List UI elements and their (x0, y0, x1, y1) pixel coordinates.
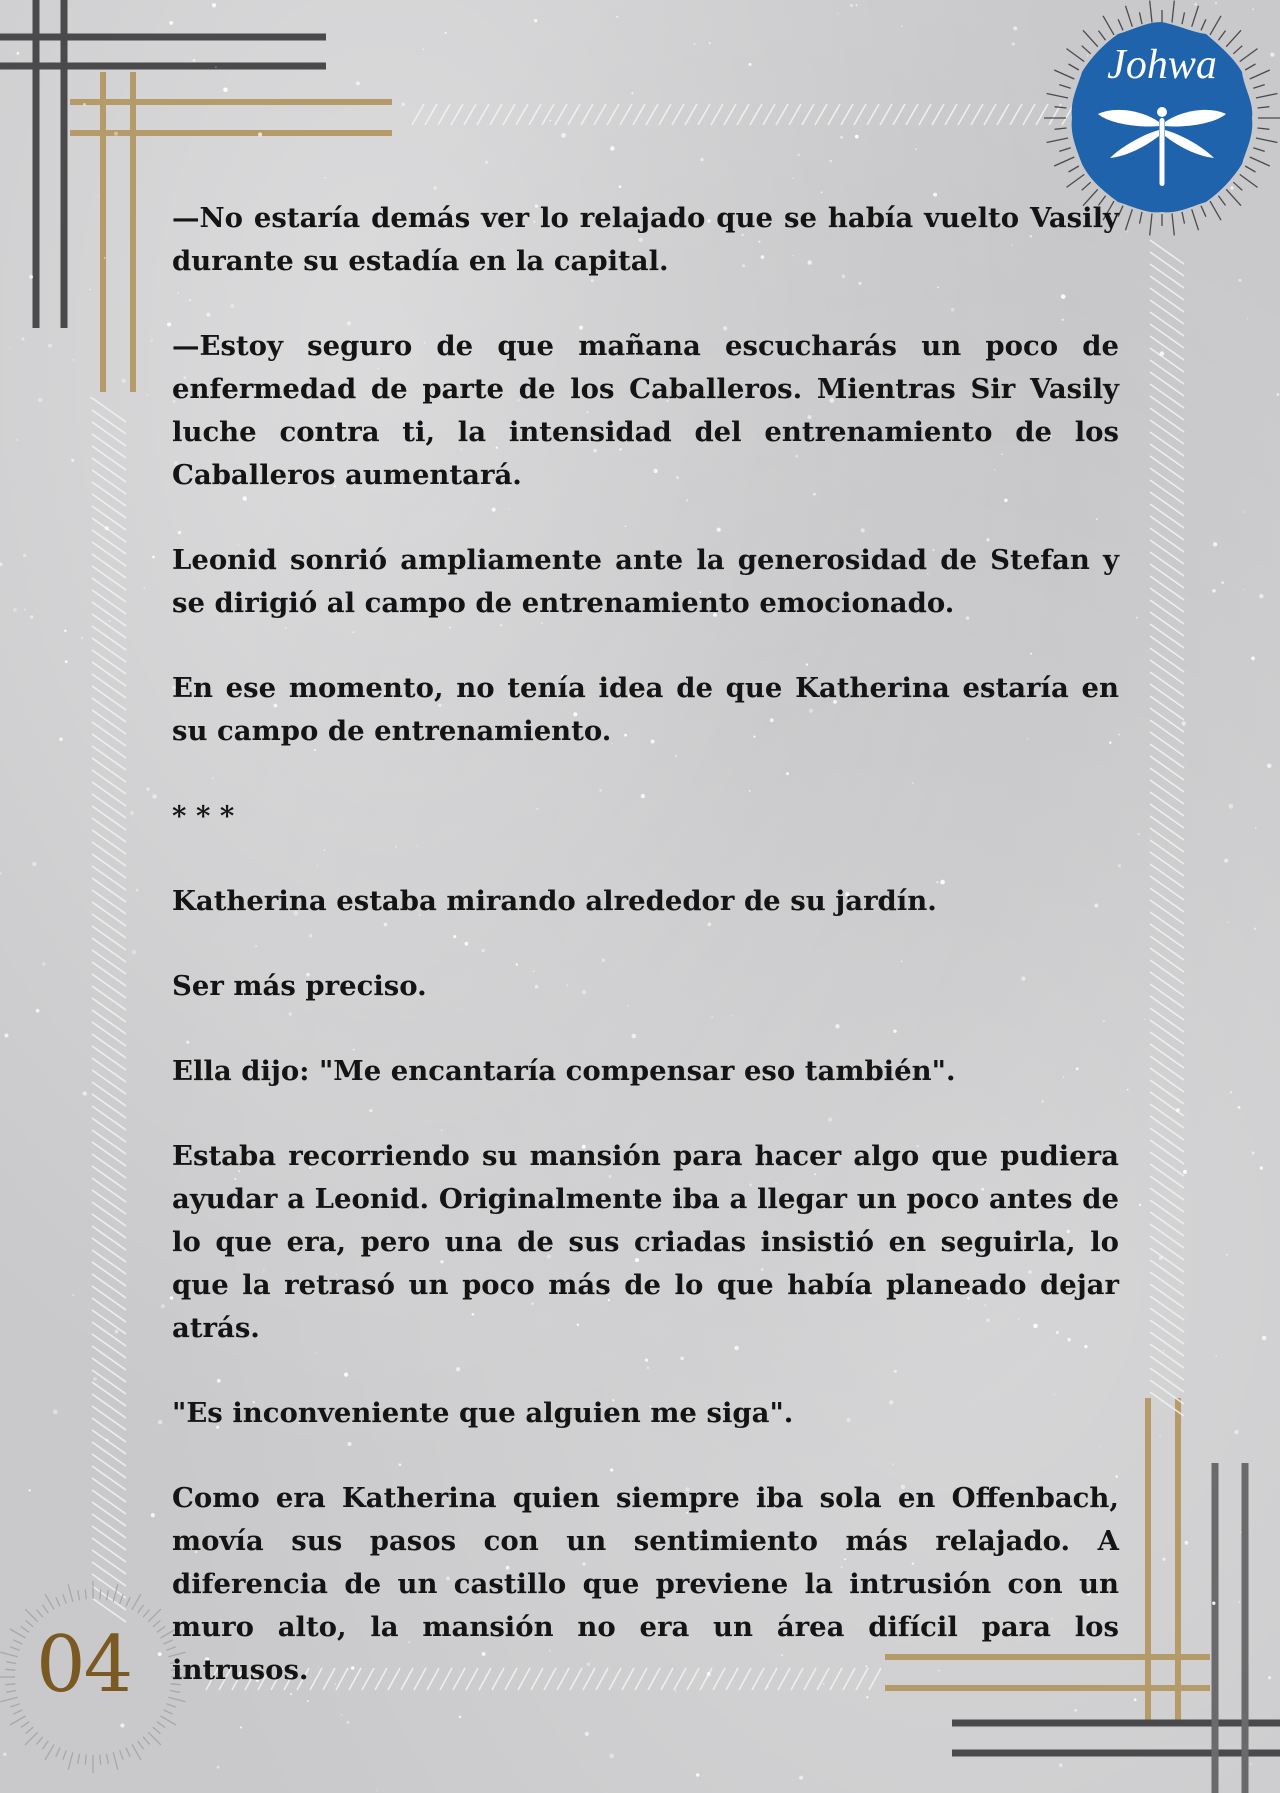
paragraph: "Es inconveniente que alguien me siga". (172, 1397, 794, 1429)
chapter-text (172, 197, 1119, 1734)
paragraph: Katherina estaba mirando alrededor de su jardín. (172, 885, 937, 917)
paragraph: —Estoy seguro de que mañana escucharás un poco de enfermedad de parte de los Caballeros. Mientras Sir Vasily luche contra ti, la intensidad del entrenamiento de los Caballeros aumentará. (172, 330, 1119, 491)
paragraph: Leonid sonrió ampliamente ante la generosidad de Stefan y se dirigió al campo de entrenamiento emocionado. (172, 544, 1119, 619)
paragraph: Estaba recorriendo su mansión para hacer algo que pudiera ayudar a Leonid. Originalmente iba a llegar un poco antes de lo que era, pero una de sus criadas insistió en seguirla, lo que la retrasó un poco más de lo que había planeado dejar atrás. (172, 1140, 1119, 1344)
page-number: 04 (36, 1620, 132, 1710)
paragraph: Ella dijo: "Me encantaría compensar eso también". (172, 1055, 956, 1087)
scene-break: * * * (172, 800, 235, 832)
logo-text: Johwa (1107, 42, 1217, 88)
paragraph: —No estaría demás ver lo relajado que se había vuelto Vasily durante su estadía en la capital. (172, 202, 1119, 277)
logo (1048, 0, 1276, 244)
paragraph: Ser más preciso. (172, 970, 427, 1002)
paragraph: En ese momento, no tenía idea de que Katherina estaría en su campo de entrenamiento. (172, 672, 1119, 747)
paragraph: Como era Katherina quien siempre iba sola en Offenbach, movía sus pasos con un sentimiento más relajado. A diferencia de un castillo que previene la intrusión con un muro alto, la mansión no era un área difícil para los intrusos. (172, 1482, 1119, 1686)
